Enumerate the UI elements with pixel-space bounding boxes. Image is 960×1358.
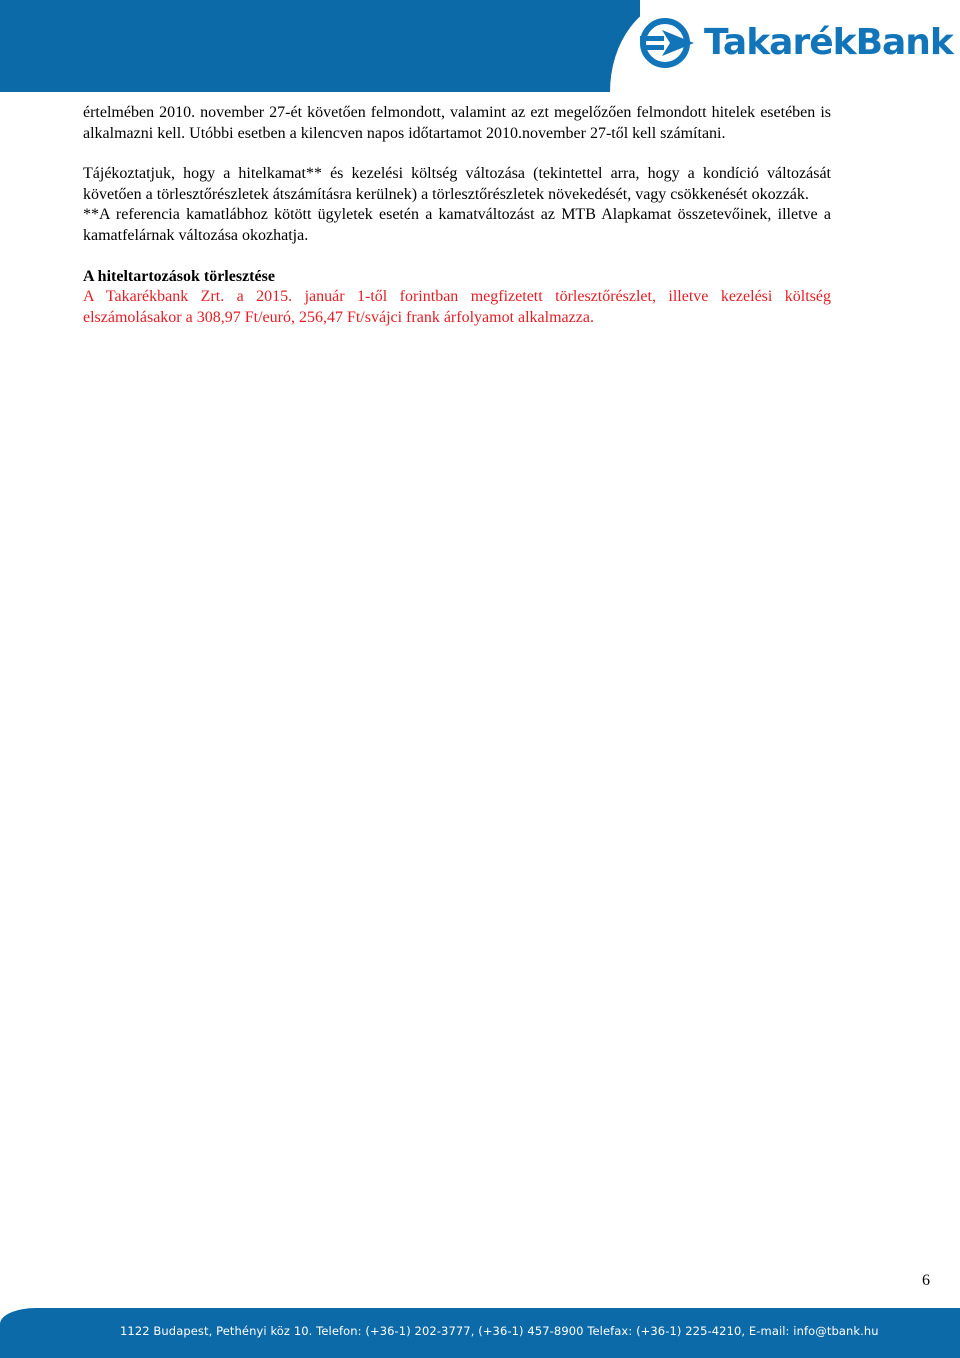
paragraph-3: **A referencia kamatlábhoz kötött ügyletek esetén a kamatváltozást az MTB Alapkamat összetevőinek, illetve a kamatfelárnak változása okozhatja. [83, 206, 831, 244]
paragraph-1: értelmében 2010. november 27-ét követően felmondott, valamint az ezt megelőzően felmondott hitelek esetében is alkalmazni kell. Utóbbi esetben a kilencven napos időtartamot 2010.november 27-től kell számítani. [83, 104, 831, 142]
exchange-rate-paragraph: A Takarékbank Zrt. a 2015. január 1-től forintban megfizetett törlesztőrészlet, illetve kezelési költség elszámolásakor a 308,97 Ft/euró, 256,47 Ft/svájci frank árfolyamot alkalmazza. [83, 288, 831, 326]
section-heading: A hiteltartozások törlesztése [83, 267, 275, 285]
header-band [0, 0, 640, 92]
paragraph-2: Tájékoztatjuk, hogy a hitelkamat** és kezelési költség változása (tekintettel arra, hogy a kondíció változását követően a törlesztőrészletek átszámításra kerülnek) a törlesztőrészletek növekedését, vagy csökkenését okozzák. [83, 165, 831, 203]
footer-contact-text: 1122 Budapest, Pethényi köz 10. Telefon: (+36-1) 202-3777, (+36-1) 457-8900 Telefax: (+36-1) 225-4210, E-mail: info@tbank.hu [120, 1324, 879, 1338]
page-header [0, 0, 960, 92]
page-footer [0, 1308, 960, 1358]
page-number: 6 [922, 1272, 930, 1289]
takarekbank-logo-text: TakarékBank [704, 22, 953, 63]
takarekbank-logo-icon [640, 18, 696, 68]
document-body [83, 103, 831, 328]
